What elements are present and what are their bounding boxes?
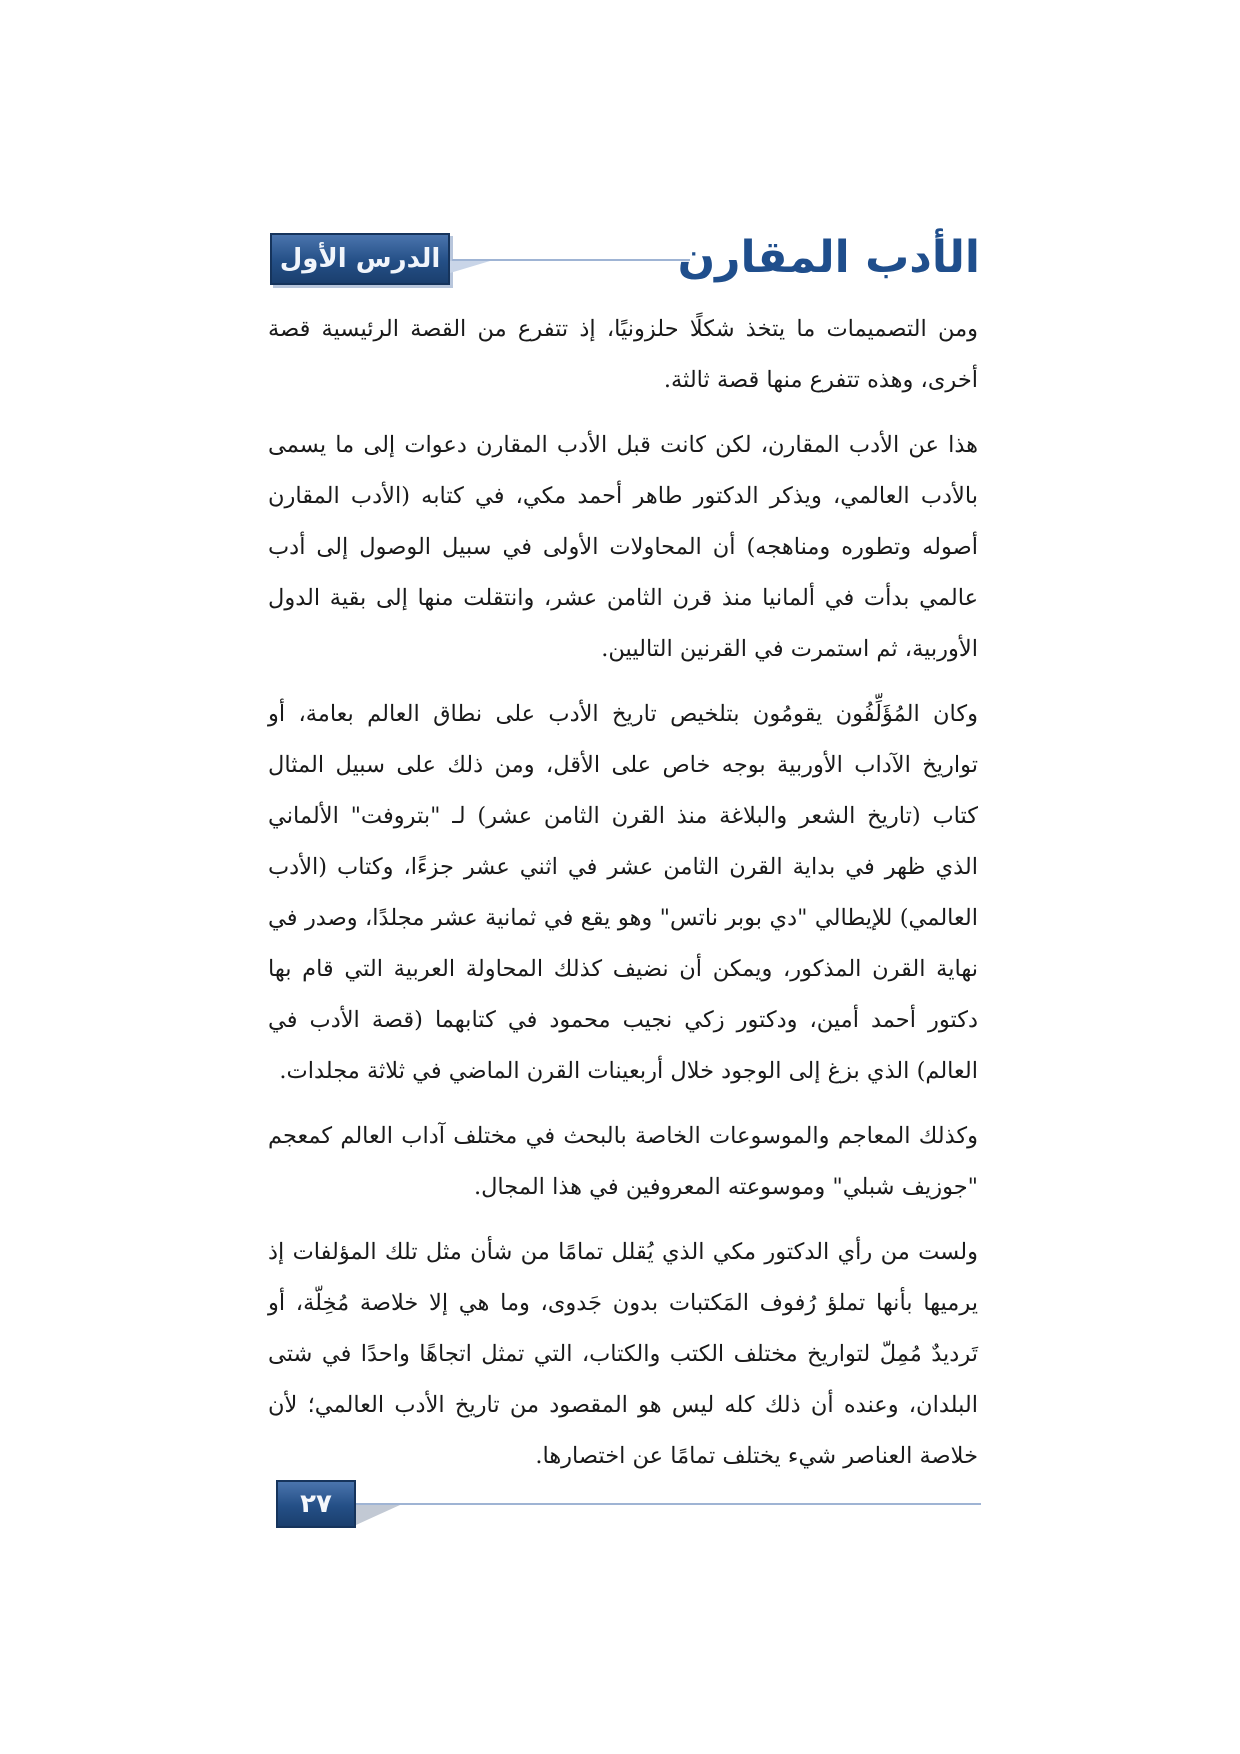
paragraph-1: ومن التصميمات ما يتخذ شكلًا حلزونيًا، إذ تتفرع من القصة الرئيسية قصة أخرى، وهذه تتفرع منها قصة ثالثة.: [268, 316, 978, 393]
page-title: الأدب المقارن: [677, 232, 980, 283]
footer-wedge-decoration: [356, 1505, 400, 1525]
page-number: ٢٧: [300, 1489, 332, 1519]
footer-rule: [356, 1503, 981, 1505]
page-header: [270, 228, 980, 288]
header-wedge-decoration: [450, 261, 490, 273]
page-number-badge: [276, 1480, 356, 1528]
paragraph-3: وكان المُؤَلِّفُون يقومُون بتلخيص تاريخ الأدب على نطاق العالم بعامة، أو تواريخ الآداب الأوربية بوجه خاص على الأقل، ومن ذلك على سبيل المثال كتاب (تاريخ الشعر والبلاغة منذ القرن الثامن عشر) لـ "بتروفت" الألماني الذي ظهر في بداية القرن الثامن عشر في اثني عشر جزءًا، وكتاب (الأدب العالمي) للإيطالي "دي بوبر ناتس" وهو يقع في ثمانية عشر مجلدًا، وصدر في نهاية القرن المذكور، ويمكن أن نضيف كذلك المحاولة العربية التي قام بها دكتور أحمد أمين، ودكتور زكي نجيب محمود في كتابهما (قصة الأدب في العالم) الذي بزغ إلى الوجود خلال أربعينات القرن الماضي في ثلاثة مجلدات.: [268, 701, 978, 1084]
main-text: [268, 304, 978, 1496]
paragraph-4: وكذلك المعاجم والموسوعات الخاصة بالبحث في مختلف آداب العالم كمعجم "جوزيف شبلي" وموسوعته المعروفين في هذا المجال.: [268, 1123, 978, 1200]
lesson-badge: [270, 233, 450, 285]
paragraph-5: ولست من رأي الدكتور مكي الذي يُقلل تمامًا من شأن مثل تلك المؤلفات إذ يرميها بأنها تملؤ رُفوف المَكتبات بدون جَدوى، وما هي إلا خلاصة مُخِلّة، أو تَرديدٌ مُمِلّ لتواريخ مختلف الكتب والكتاب، التي تمثل اتجاهًا واحدًا في شتى البلدان، وعنده أن ذلك كله ليس هو المقصود من تاريخ الأدب العالمي؛ لأن خلاصة العناصر شيء يختلف تمامًا عن اختصارها.: [268, 1239, 978, 1469]
paragraph-2: هذا عن الأدب المقارن، لكن كانت قبل الأدب المقارن دعوات إلى ما يسمى بالأدب العالمي، ويذكر الدكتور طاهر أحمد مكي، في كتابه (الأدب المقارن أصوله وتطوره ومناهجه) أن المحاولات الأولى في سبيل الوصول إلى أدب عالمي بدأت في ألمانيا منذ قرن الثامن عشر، وانتقلت منها إلى بقية الدول الأوربية، ثم استمرت في القرنين التاليين.: [268, 432, 978, 662]
page-footer: [276, 1480, 981, 1534]
lesson-label: الدرس الأول: [279, 244, 441, 274]
